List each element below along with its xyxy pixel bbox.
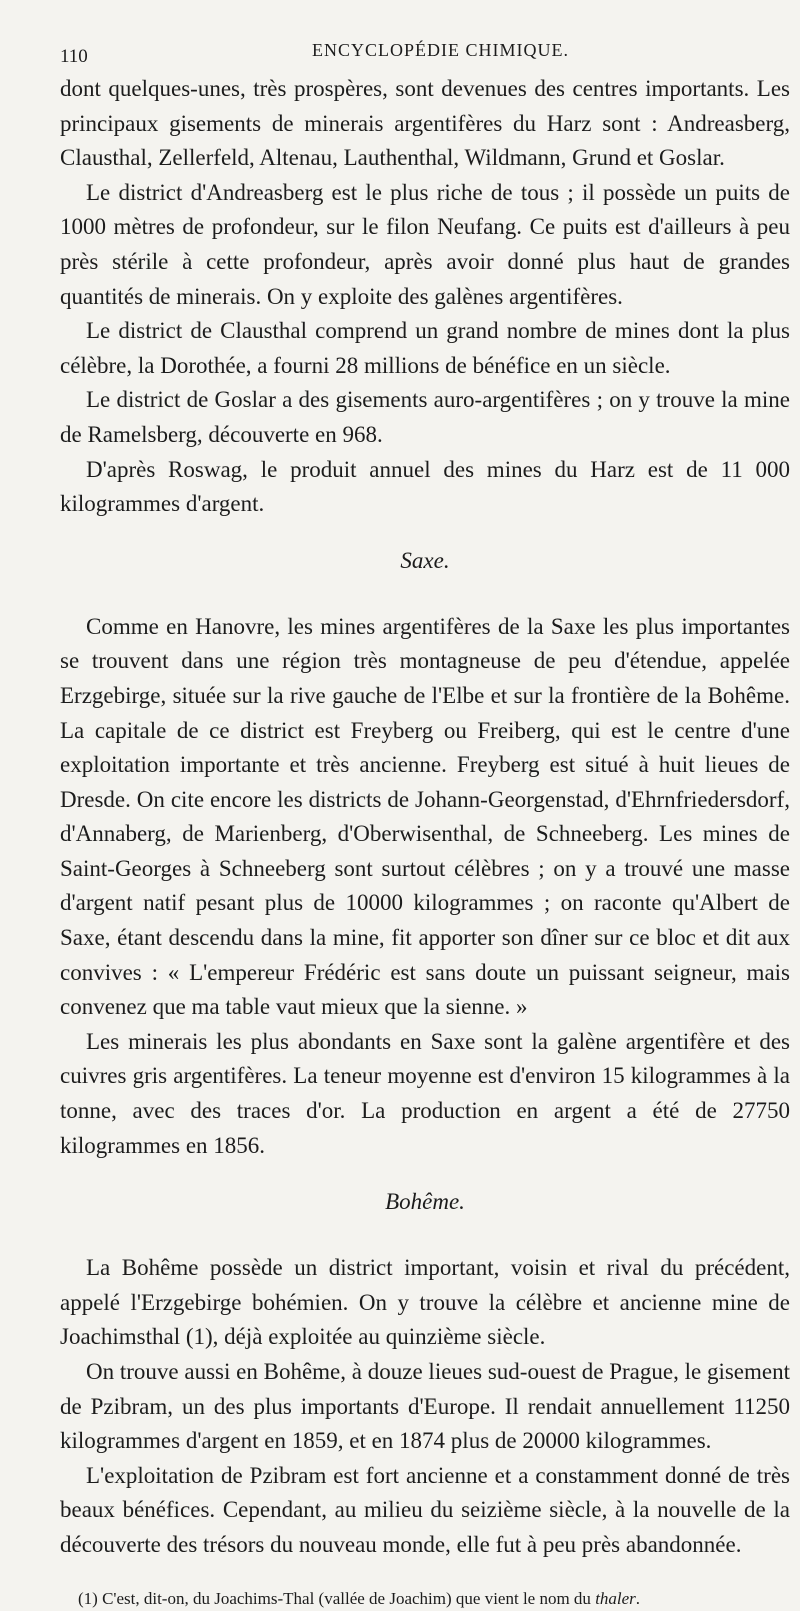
paragraph: Les minerais les plus abondants en Saxe sont la galène argentifère et des cuivres gris argentifères. La teneur moyenne est d'environ 15 kilogrammes à la tonne, avec des traces d'or. La production en argent a été de 27750 kilogrammes en 1856. xyxy=(60,1028,790,1158)
section-title-boheme: Bohême. xyxy=(385,1189,465,1215)
paragraph: dont quelques-unes, très prospères, sont devenues des centres importants. Les principaux gisements de minerais argentifères du Harz sont : Andreasberg, Clausthal, Zellerfeld, Altenau, Lauthenthal, Wildmann, Grund et Goslar. xyxy=(60,76,790,171)
paragraph: On trouve aussi en Bohême, à douze lieues sud-ouest de Prague, le gisement de Pzibram, un des plus importants d'Europe. Il rendait annuellement 11250 kilogrammes d'argent en 1859, et en 1874 plus de 20000 kilogrammes. xyxy=(60,1359,790,1454)
paragraph: Comme en Hanovre, les mines argentifères de la Saxe les plus importantes se trouvent dans une région très montagneuse de peu d'étendue, appelée Erzgebirge, située sur la rive gauche de l'Elbe et sur la frontière de la Bohême. La capitale de ce district est Freyberg ou Freiberg, qui est le centre d'une exploitation importante et très ancienne. Freyberg est situé à huit lieues de Dresde. On cite encore les districts de Johann-Georgenstad, d'Ehrnfriedersdorf, d'Annaberg, de Marienberg, d'Oberwisenthal, de Schneeberg. Les mines de Saint-Georges à Schneeberg sont surtout célèbres ; on y a trouvé une masse d'argent natif pesant plus de 10000 kilogrammes ; on raconte qu'Albert de Saxe, étant descendu dans la mine, fit apporter son dîner sur ce bloc et dit aux convives : « L'empereur Frédéric est sans doute un puissant seigneur, mais convenez que ma table vaut mieux que la sienne. » xyxy=(60,613,790,1020)
running-head xyxy=(60,38,790,72)
paragraph: La Bohême possède un district important, voisin et rival du précédent, appelé l'Erzgebirge bohémien. On y trouve la célèbre et ancienne mine de Joachimsthal (1), déjà exploitée au quinzième siècle. xyxy=(60,1255,790,1350)
paragraph: Le district de Clausthal comprend un grand nombre de mines dont la plus célèbre, la Dorothée, a fourni 28 millions de bénéfice en un siècle. xyxy=(60,318,790,378)
section-title-saxe: Saxe. xyxy=(400,547,450,573)
page-number: 110 xyxy=(60,46,88,67)
paragraph: Le district de Goslar a des gisements auro-argentifères ; on y trouve la mine de Ramelsberg, découverte en 968. xyxy=(60,387,790,447)
footnote xyxy=(60,1587,790,1611)
paragraph: Le district d'Andreasberg est le plus riche de tous ; il possède un puits de 1000 mètres de profondeur, sur le filon Neufang. Ce puits est d'ailleurs à peu près stérile à cette profondeur, après avoir donné plus haut de grandes quantités de minerais. On y exploite des galènes argentifères. xyxy=(60,179,790,309)
running-title: ENCYCLOPÉDIE CHIMIQUE. xyxy=(312,40,569,60)
footnote-end: . xyxy=(635,1588,641,1608)
footnote-italic-word: thaler xyxy=(595,1588,636,1608)
paragraph: D'après Roswag, le produit annuel des mines du Harz est de 11 000 kilogrammes d'argent. xyxy=(60,456,790,517)
body-text xyxy=(60,72,790,1563)
paragraph: L'exploitation de Pzibram est fort ancienne et a constamment donné de très beaux bénéfices. Cependant, au milieu du seizième siècle, à la nouvelle de la découverte des trésors du nouveau monde, elle fut à peu près abandonnée. xyxy=(60,1462,790,1557)
footnote-separator xyxy=(60,1563,790,1587)
footnote-text: (1) C'est, dit-on, du Joachims-Thal (vallée de Joachim) que vient le nom du xyxy=(78,1588,596,1608)
